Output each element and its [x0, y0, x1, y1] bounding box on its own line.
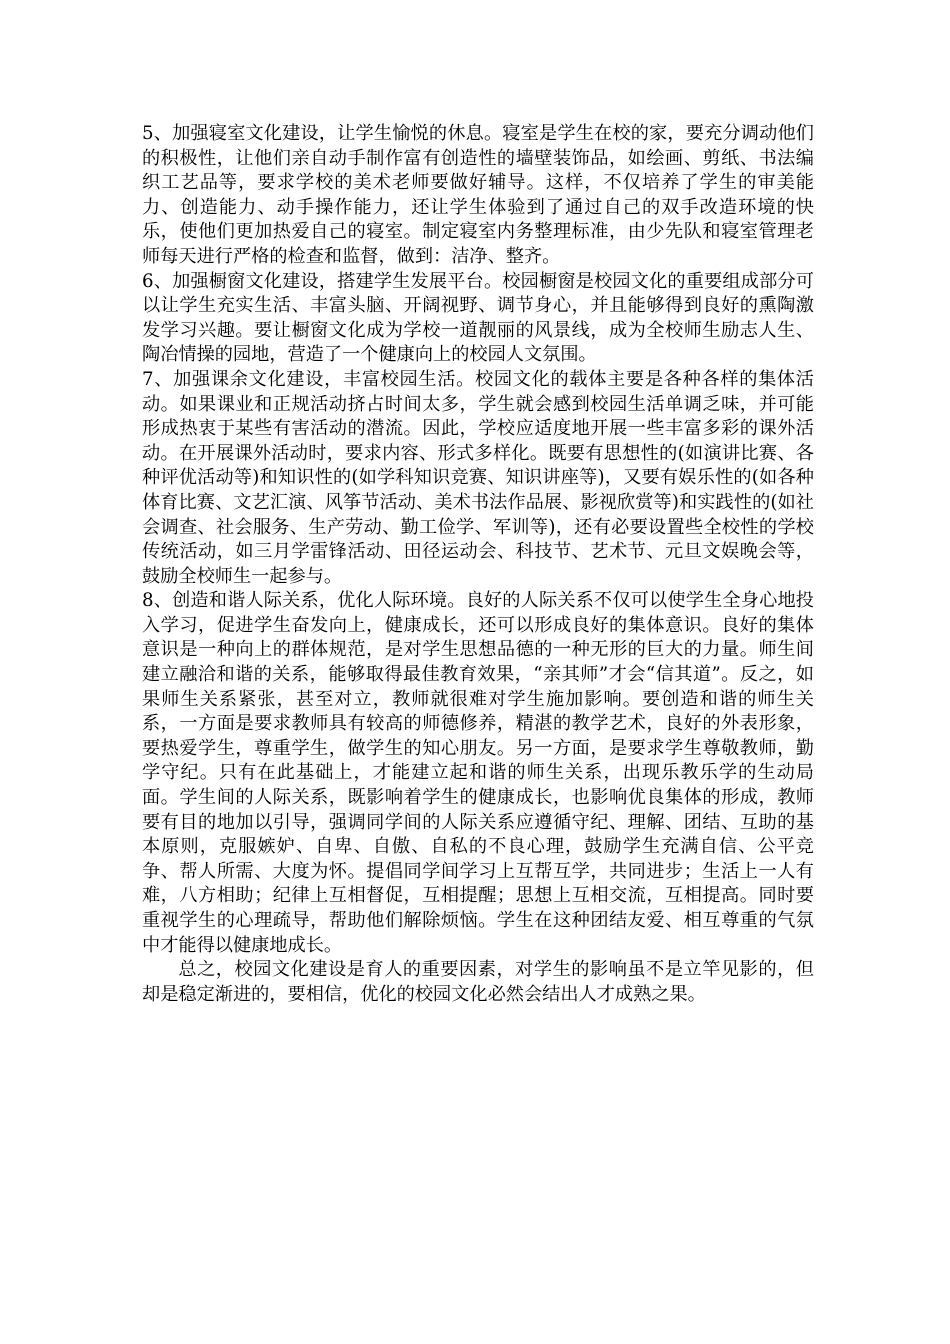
paragraph-interpersonal-relations: 8、创造和谐人际关系，优化人际环境。良好的人际关系不仅可以使学生全身心地投入学习，促进学生奋发向上，健康成长，还可以形成良好的集体意识。良好的集体意识是一种向上的群体规范，是对学生思想品德的一种无形的巨大的力量。师生间建立融洽和谐的关系，能够取得最佳教育效果，“亲其师”才会“信其道”。反之，如果师生关系紧张，甚至对立，教师就很难对学生施加影响。要创造和谐的师生关系，一方面是要求教师具有较高的师德修养，精湛的教学艺术，良好的外表形象，要热爱学生，尊重学生，做学生的知心朋友。另一方面，是要求学生尊敬教师，勤学守纪。只有在此基础上，才能建立起和谐的师生关系，出现乐教乐学的生动局面。学生间的人际关系，既影响着学生的健康成长，也影响优良集体的形成，教师要有目的地加以引导，强调同学间的人际关系应遵循守纪、理解、团结、互助的基本原则，克服嫉妒、自卑、自傲、自私的不良心理，鼓励学生充满自信、公平竞争、帮人所需、大度为怀。提倡同学间学习上互帮互学，共同进步；生活上一人有难，八方相助；纪律上互相督促，互相提醒；思想上互相交流，互相提高。同时要重视学生的心理疏导，帮助他们解除烦恼。学生在这种团结友爱、相互尊重的气氛中才能得以健康地成长。	[142, 590, 814, 956]
paragraph-conclusion: 总之，校园文化建设是育人的重要因素，对学生的影响虽不是立竿见影的，但却是稳定渐进的，要相信，优化的校园文化必然会结出人才成熟之果。	[142, 959, 814, 1005]
document-body	[142, 122, 814, 1007]
paragraph-showcase-culture: 6、加强橱窗文化建设，搭建学生发展平台。校园橱窗是校园文化的重要组成部分可以让学生充实生活、丰富头脑、开阔视野、调节身心，并且能够得到良好的熏陶激发学习兴趣。要让橱窗文化成为学校一道靓丽的风景线，成为全校师生励志人生、陶冶情操的园地，营造了一个健康向上的校园人文氛围。	[142, 270, 814, 366]
paragraph-dormitory-culture: 5、加强寝室文化建设，让学生愉悦的休息。寝室是学生在校的家，要充分调动他们的积极性，让他们亲自动手制作富有创造性的墙壁装饰品，如绘画、剪纸、书法编织工艺品等，要求学校的美术老师要做好辅导。这样，不仅培养了学生的审美能力、创造能力、动手操作能力，还让学生体验到了通过自己的双手改造环境的快乐，使他们更加热爱自己的寝室。制定寝室内务整理标准，由少先队和寝室管理老师每天进行严格的检查和监督，做到：洁净、整齐。	[142, 123, 814, 267]
paragraph-extracurricular-culture: 7、加强课余文化建设，丰富校园生活。校园文化的载体主要是各种各样的集体活动。如果课业和正规活动挤占时间太多，学生就会感到校园生活单调乏味，并可能形成热衷于某些有害活动的潜流。因此，学校应适度地开展一些丰富多彩的课外活动。在开展课外活动时，要求内容、形式多样化。既要有思想性的(如演讲比赛、各种评优活动等)和知识性的(如学科知识竞赛、知识讲座等)，又要有娱乐性的(如各种体育比赛、文艺汇演、风筝节活动、美术书法作品展、影视欣赏等)和实践性的(如社会调查、社会服务、生产劳动、勤工俭学、军训等)，还有必要设置些全校性的学校传统活动，如三月学雷锋活动、田径运动会、科技节、艺术节、元旦文娱晚会等，鼓励全校师生一起参与。	[142, 368, 814, 587]
